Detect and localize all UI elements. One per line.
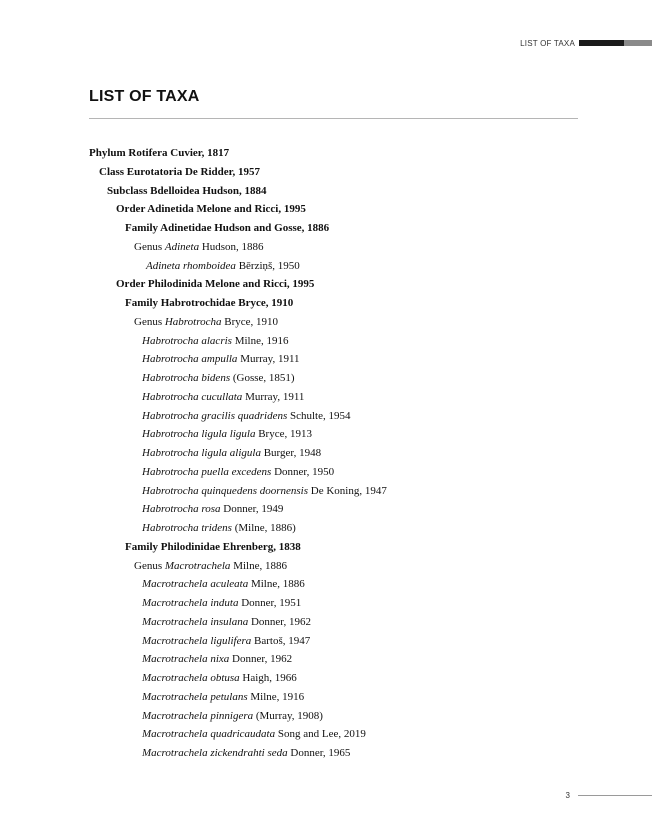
taxon-text: Donner, 1965 bbox=[287, 747, 351, 759]
taxon-text: Milne, 1916 bbox=[247, 690, 305, 703]
taxon-italic-name: Habrotrocha rosa bbox=[142, 503, 221, 516]
taxon-text: Bryce, 1913 bbox=[255, 428, 312, 441]
taxon-entry bbox=[89, 219, 387, 238]
taxon-text: (Milne, 1886) bbox=[231, 522, 296, 534]
taxon-entry bbox=[89, 669, 387, 688]
taxon-text: Phylum Rotifera Cuvier, 1817 bbox=[89, 147, 230, 159]
taxon-italic-name: Macrotrachela obtusa bbox=[142, 672, 240, 684]
taxon-italic-name: Macrotrachela pinnigera bbox=[142, 709, 254, 722]
taxon-entry bbox=[89, 257, 387, 276]
taxon-text: Bartoš, 1947 bbox=[251, 634, 311, 647]
taxon-text: Hudson, 1886 bbox=[199, 240, 264, 253]
taxon-italic-name: Habrotrocha ampulla bbox=[142, 353, 238, 366]
taxon-italic-name: Habrotrocha quinquedens doornensis bbox=[142, 484, 309, 497]
taxon-italic-name: Adineta bbox=[164, 240, 200, 253]
header-decor-bar bbox=[579, 40, 652, 46]
taxon-italic-name: Habrotrocha bbox=[164, 315, 222, 328]
taxon-italic-name: Habrotrocha ligula aligula bbox=[142, 447, 261, 459]
taxon-entry bbox=[89, 557, 387, 576]
taxon-entry bbox=[89, 200, 387, 219]
taxon-text: Order Philodinida Melone and Ricci, 1995 bbox=[116, 278, 315, 291]
page-footer bbox=[566, 791, 652, 800]
taxon-entry bbox=[89, 688, 387, 707]
taxon-italic-name: Habrotrocha tridens bbox=[142, 522, 232, 534]
taxon-entry bbox=[89, 182, 387, 201]
taxon-entry bbox=[89, 707, 387, 726]
taxon-italic-name: Habrotrocha gracilis quadridens bbox=[142, 409, 288, 422]
title-divider bbox=[89, 118, 578, 119]
taxon-italic-name: Macrotrachela ligulifera bbox=[142, 634, 252, 647]
taxon-entry bbox=[89, 144, 387, 163]
taxon-text: Haigh, 1966 bbox=[239, 672, 297, 684]
taxon-entry bbox=[89, 650, 387, 669]
taxon-entry bbox=[89, 332, 387, 351]
taxon-italic-name: Macrotrachela aculeata bbox=[142, 578, 249, 591]
taxon-text: Bryce, 1910 bbox=[221, 315, 279, 328]
taxon-italic-name: Adineta rhomboidea bbox=[146, 259, 236, 272]
footer-divider bbox=[578, 795, 652, 796]
taxon-italic-name: Macrotrachela zickendrahti seda bbox=[142, 747, 288, 759]
taxon-entry bbox=[89, 313, 387, 332]
taxon-entry bbox=[89, 388, 387, 407]
header-decor-bar-gray bbox=[624, 40, 652, 46]
taxon-rank-prefix: Genus bbox=[134, 240, 165, 253]
taxon-entry bbox=[89, 632, 387, 651]
taxon-entry bbox=[89, 613, 387, 632]
taxon-italic-name: Macrotrachela insulana bbox=[142, 615, 249, 628]
taxon-text: Bērziņš, 1950 bbox=[235, 259, 300, 272]
page-title: LIST OF TAXA bbox=[89, 88, 200, 105]
taxon-entry bbox=[89, 238, 387, 257]
taxon-text: (Murray, 1908) bbox=[253, 709, 323, 722]
taxon-entry bbox=[89, 744, 387, 763]
taxon-text: Schulte, 1954 bbox=[287, 409, 351, 422]
taxon-text: Order Adinetida Melone and Ricci, 1995 bbox=[116, 203, 306, 216]
taxon-italic-name: Habrotrocha alacris bbox=[142, 334, 232, 347]
page-number: 3 bbox=[565, 791, 570, 800]
taxon-text: Murray, 1911 bbox=[242, 390, 305, 403]
taxon-rank-prefix: Genus bbox=[134, 559, 165, 572]
taxon-italic-name: Habrotrocha puella excedens bbox=[142, 465, 272, 478]
taxon-entry bbox=[89, 275, 387, 294]
taxon-italic-name: Habrotrocha ligula ligula bbox=[142, 428, 256, 441]
header-decor-bar-dark bbox=[579, 40, 624, 46]
taxon-text: Donner, 1949 bbox=[220, 503, 284, 516]
taxon-entry bbox=[89, 369, 387, 388]
taxa-list bbox=[89, 144, 387, 763]
taxon-entry bbox=[89, 163, 387, 182]
taxon-entry bbox=[89, 594, 387, 613]
taxon-text: Donner, 1951 bbox=[238, 597, 302, 609]
taxon-italic-name: Macrotrachela quadricaudata bbox=[142, 728, 276, 741]
taxon-text: Family Habrotrochidae Bryce, 1910 bbox=[125, 297, 294, 309]
taxon-entry bbox=[89, 482, 387, 501]
taxon-entry bbox=[89, 575, 387, 594]
taxon-italic-name: Macrotrachela induta bbox=[142, 597, 239, 609]
taxon-text: Family Adinetidae Hudson and Gosse, 1886 bbox=[125, 222, 330, 234]
taxon-text: Donner, 1950 bbox=[271, 465, 335, 478]
taxon-entry bbox=[89, 463, 387, 482]
taxon-text: Milne, 1886 bbox=[230, 559, 287, 572]
taxon-text: Song and Lee, 2019 bbox=[275, 728, 366, 741]
taxon-entry bbox=[89, 538, 387, 557]
taxon-text: Family Philodinidae Ehrenberg, 1838 bbox=[125, 540, 301, 553]
taxon-text: Donner, 1962 bbox=[229, 653, 293, 666]
taxon-text: Murray, 1911 bbox=[237, 353, 300, 366]
taxon-entry bbox=[89, 725, 387, 744]
taxon-text: Milne, 1886 bbox=[248, 578, 305, 591]
taxon-entry bbox=[89, 500, 387, 519]
taxon-text: Donner, 1962 bbox=[248, 615, 312, 628]
taxon-italic-name: Macrotrachela bbox=[164, 559, 231, 572]
taxon-entry bbox=[89, 444, 387, 463]
taxon-text: (Gosse, 1851) bbox=[230, 372, 295, 384]
taxon-italic-name: Habrotrocha bidens bbox=[142, 372, 231, 384]
running-header-text: LIST OF TAXA bbox=[520, 38, 575, 48]
taxon-rank-prefix: Genus bbox=[134, 315, 165, 328]
taxon-italic-name: Macrotrachela petulans bbox=[142, 690, 248, 703]
taxon-italic-name: Macrotrachela nixa bbox=[142, 653, 230, 666]
taxon-entry bbox=[89, 425, 387, 444]
taxon-text: De Koning, 1947 bbox=[308, 484, 387, 497]
running-header bbox=[520, 38, 652, 48]
taxon-text: Subclass Bdelloidea Hudson, 1884 bbox=[107, 184, 267, 197]
taxon-text: Milne, 1916 bbox=[231, 334, 289, 347]
taxon-italic-name: Habrotrocha cucullata bbox=[142, 390, 243, 403]
taxon-entry bbox=[89, 519, 387, 538]
taxon-entry bbox=[89, 294, 387, 313]
taxon-text: Burger, 1948 bbox=[260, 447, 322, 459]
taxon-text: Class Eurotatoria De Ridder, 1957 bbox=[99, 165, 261, 178]
taxon-entry bbox=[89, 350, 387, 369]
taxon-entry bbox=[89, 407, 387, 426]
